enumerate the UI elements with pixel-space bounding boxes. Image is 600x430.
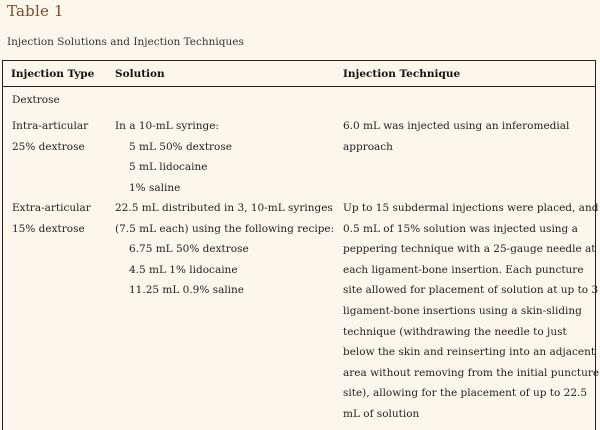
technique-line: site), allowing for the placement of up to 22.5 bbox=[343, 387, 588, 400]
header-solution: Solution bbox=[115, 68, 165, 80]
solution-item: 11.25 mL 0.9% saline bbox=[129, 284, 245, 297]
injection-table bbox=[2, 60, 600, 430]
solution-item: 1% saline bbox=[129, 181, 181, 194]
table-title: Table 1 bbox=[7, 2, 64, 20]
header-injection-type: Injection Type bbox=[11, 68, 95, 80]
row-intra-articular-technique bbox=[343, 116, 569, 157]
section-label-dextrose: Dextrose bbox=[12, 94, 60, 106]
technique-line: area without removing from the initial puncture bbox=[343, 366, 600, 379]
technique-line: site allowed for placement of solution at up to 3 bbox=[343, 284, 599, 297]
technique-line: approach bbox=[343, 140, 393, 153]
type-line: 25% dextrose bbox=[12, 140, 85, 153]
solution-item: 4.5 mL 1% lidocaine bbox=[129, 263, 238, 276]
type-line: 15% dextrose bbox=[12, 222, 85, 235]
technique-line: each ligament-bone insertion. Each puncture bbox=[343, 263, 584, 276]
solution-line: In a 10-mL syringe: bbox=[115, 120, 219, 132]
technique-line: peppering technique with a 25-gauge needle at bbox=[343, 243, 596, 256]
technique-line: technique (withdrawing the needle to just bbox=[343, 325, 567, 338]
technique-line: below the skin and reinserting into an adjacent bbox=[343, 346, 596, 359]
type-line: Intra-articular bbox=[12, 120, 89, 132]
solution-item: 5 mL 50% dextrose bbox=[129, 140, 232, 153]
table-header-row bbox=[3, 61, 595, 87]
technique-line: Up to 15 subdermal injections were placed, and bbox=[343, 202, 599, 214]
row-intra-articular-solution bbox=[115, 116, 232, 198]
solution-line: 22.5 mL distributed in 3, 10-mL syringes bbox=[115, 202, 333, 214]
technique-line: mL of solution bbox=[343, 407, 420, 420]
solution-line: (7.5 mL each) using the following recipe: bbox=[115, 222, 335, 235]
technique-line: 6.0 mL was injected using an inferomedial bbox=[343, 120, 570, 132]
solution-item: 6.75 mL 50% dextrose bbox=[129, 243, 249, 256]
row-extra-articular-type bbox=[12, 198, 91, 239]
table-caption: Injection Solutions and Injection Techniques bbox=[7, 36, 244, 48]
row-extra-articular-technique bbox=[343, 198, 599, 425]
row-extra-articular-solution bbox=[115, 198, 334, 301]
solution-item: 5 mL lidocaine bbox=[129, 161, 208, 174]
technique-line: 0.5 mL of 15% solution was injected using a bbox=[343, 222, 578, 235]
header-injection-technique: Injection Technique bbox=[343, 68, 461, 80]
row-intra-articular-type bbox=[12, 116, 88, 157]
technique-line: ligament-bone insertions using a skin-sliding bbox=[343, 304, 582, 317]
type-line: Extra-articular bbox=[12, 202, 91, 214]
